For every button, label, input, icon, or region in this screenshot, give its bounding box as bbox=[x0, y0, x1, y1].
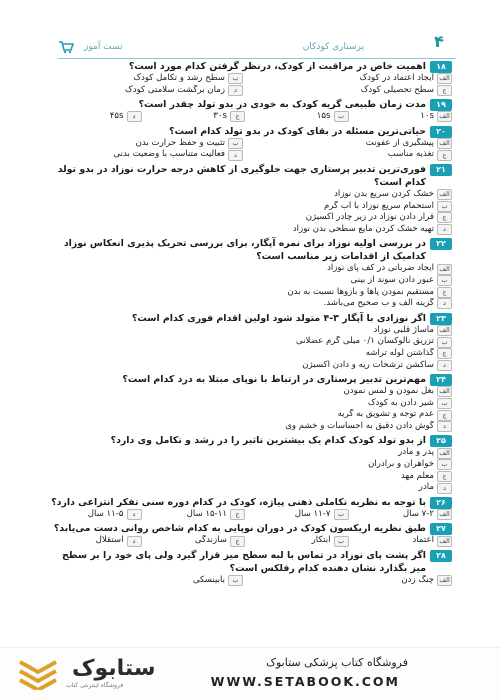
answer-option[interactable] bbox=[44, 73, 243, 85]
option-text: اعتماد bbox=[412, 535, 434, 546]
option-text: ساکشن ترشحات ریه و دادن اکسیژن bbox=[302, 359, 434, 370]
answer-option[interactable] bbox=[44, 263, 452, 275]
options-group bbox=[44, 263, 452, 309]
option-marker: د bbox=[437, 298, 452, 309]
option-text: ماساژ قلبی نوزاد bbox=[373, 324, 434, 335]
option-marker: د bbox=[228, 85, 243, 96]
option-marker: ب bbox=[228, 575, 243, 586]
answer-option[interactable] bbox=[44, 287, 452, 299]
options-group bbox=[44, 447, 452, 493]
option-marker: الف bbox=[437, 111, 452, 122]
option-marker: د bbox=[127, 509, 142, 520]
question-item bbox=[44, 163, 452, 235]
answer-option[interactable] bbox=[253, 149, 452, 161]
question-stem bbox=[44, 549, 452, 575]
answer-option[interactable] bbox=[44, 482, 452, 494]
question-number-badge: ۲۳ bbox=[430, 313, 452, 325]
answer-option[interactable] bbox=[148, 535, 246, 547]
option-marker: ج bbox=[437, 471, 452, 482]
option-text: پدر و مادر bbox=[398, 447, 434, 458]
answer-option[interactable] bbox=[44, 336, 452, 348]
option-text: چنگ زدن bbox=[401, 575, 434, 586]
footer-store-name: فروشگاه کتاب پزشکی ستابوک bbox=[266, 656, 408, 669]
option-text: تثبیت و حفظ حرارت بدن bbox=[135, 137, 225, 148]
option-marker: ب bbox=[437, 398, 452, 409]
option-marker: د bbox=[437, 421, 452, 432]
option-marker: ج bbox=[437, 410, 452, 421]
question-number-badge: ۲۷ bbox=[430, 523, 452, 535]
question-stem bbox=[44, 312, 452, 325]
question-text: مهم‌ترین تدبیر پرستاری در ارتباط با نوپای مبتلا به درد کدام است؟ bbox=[122, 374, 426, 386]
option-marker: ب bbox=[228, 73, 243, 84]
cart-icon bbox=[58, 40, 74, 54]
option-marker: ب bbox=[228, 138, 243, 149]
option-marker: الف bbox=[437, 138, 452, 149]
option-text: بغل نمودن و لمس نمودن bbox=[343, 386, 434, 397]
option-marker: ج bbox=[437, 85, 452, 96]
answer-option[interactable] bbox=[44, 421, 452, 433]
option-text: ۷-۲ سال bbox=[402, 508, 434, 519]
option-marker: د bbox=[437, 360, 452, 371]
question-number-badge: ۲۶ bbox=[430, 497, 452, 509]
answer-option[interactable] bbox=[44, 447, 452, 459]
option-text: فعالیت متناسب با وضعیت بدنی bbox=[113, 149, 225, 160]
option-marker: ج bbox=[437, 287, 452, 298]
question-number-badge: ۲۵ bbox=[430, 435, 452, 447]
option-text: تهیه خشک کردن مایع سطحی بدن نوزاد bbox=[292, 223, 434, 234]
option-text: استحمام سریع نوزاد با آب گرم bbox=[323, 200, 434, 211]
question-text: اگر نوزادی با آپگار ۳-۴ متولد شود اولین اقدام فوری کدام است؟ bbox=[131, 312, 426, 324]
setabook-logo bbox=[16, 656, 166, 692]
answer-option[interactable] bbox=[148, 111, 246, 123]
option-text: عدم توجه و تشویق به گریه bbox=[337, 409, 434, 420]
question-stem bbox=[44, 163, 452, 189]
option-marker: ب bbox=[437, 201, 452, 212]
answer-option[interactable] bbox=[44, 85, 243, 97]
option-marker: ج bbox=[437, 212, 452, 223]
option-marker: ب bbox=[334, 536, 349, 547]
option-marker: الف bbox=[437, 509, 452, 520]
option-text: شیر دادن به کودک bbox=[367, 397, 434, 408]
question-number-badge: ۱۸ bbox=[430, 61, 452, 73]
answer-option[interactable] bbox=[44, 189, 452, 201]
option-text: سطح تحصیلی کودک bbox=[360, 84, 434, 95]
page-footer bbox=[0, 647, 500, 700]
answer-option[interactable] bbox=[251, 535, 349, 547]
answer-option[interactable] bbox=[44, 325, 452, 337]
question-text: اهمیت خاص در مراقبت از کودک، درنظر گرفتن کدام مورد است؟ bbox=[128, 61, 426, 72]
options-group bbox=[44, 509, 452, 521]
option-marker: د bbox=[437, 483, 452, 494]
question-stem bbox=[44, 237, 452, 263]
answer-option[interactable] bbox=[251, 111, 349, 123]
answer-option[interactable] bbox=[251, 509, 349, 521]
options-group bbox=[44, 325, 452, 371]
option-text: ۱۰s bbox=[420, 111, 434, 122]
answer-option[interactable] bbox=[44, 201, 452, 213]
answer-option[interactable] bbox=[148, 509, 246, 521]
option-marker: ب bbox=[334, 111, 349, 122]
logo-wordmark: ستابوک bbox=[72, 656, 156, 681]
option-marker: الف bbox=[437, 264, 452, 275]
answer-option[interactable] bbox=[44, 398, 452, 410]
option-marker: الف bbox=[437, 448, 452, 459]
option-marker: د bbox=[437, 224, 452, 235]
option-text: ۱۵-۱۱ سال bbox=[186, 508, 227, 519]
option-marker: الف bbox=[437, 73, 452, 84]
question-stem bbox=[44, 98, 452, 111]
answer-option[interactable] bbox=[44, 459, 452, 471]
answer-option[interactable] bbox=[44, 298, 452, 310]
question-item bbox=[44, 60, 452, 96]
option-text: ۱۱-۷ سال bbox=[294, 508, 331, 519]
question-number-badge: ۱۹ bbox=[430, 99, 452, 111]
answer-option[interactable] bbox=[44, 138, 243, 150]
chapter-title: پرستاری کودکان bbox=[302, 42, 364, 52]
answer-option[interactable] bbox=[44, 275, 452, 287]
answer-option[interactable] bbox=[253, 85, 452, 97]
question-number-badge: ۲۴ bbox=[430, 374, 452, 386]
question-text: مدت زمان طبیعی گریه کودک به خودی در بدو تولد چقدر است؟ bbox=[138, 99, 426, 111]
option-text: ۳۰s bbox=[213, 111, 227, 122]
option-marker: الف bbox=[437, 536, 452, 547]
question-item bbox=[44, 312, 452, 371]
question-text: حیاتی‌ترین مسئله در بقای کودک در بدو تولد کدام است؟ bbox=[169, 125, 426, 137]
option-text: گوش دادن دقیق به احساسات و خشم وی bbox=[285, 420, 434, 431]
brand-name: تست آموز bbox=[84, 42, 123, 52]
answer-option[interactable] bbox=[355, 111, 453, 123]
options-group bbox=[44, 386, 452, 432]
option-marker: الف bbox=[437, 575, 452, 586]
answer-option[interactable] bbox=[44, 212, 452, 224]
option-text: زمان برگشت سلامتی کودک bbox=[125, 84, 225, 95]
option-text: ۴۵s bbox=[109, 111, 124, 122]
answer-option[interactable] bbox=[44, 386, 452, 398]
option-text: خواهران و برادران bbox=[368, 459, 434, 470]
question-stem bbox=[44, 60, 452, 73]
options-group bbox=[44, 111, 452, 123]
question-item bbox=[44, 98, 452, 123]
answer-option[interactable] bbox=[355, 535, 453, 547]
options-group bbox=[44, 189, 452, 235]
option-marker: الف bbox=[437, 386, 452, 397]
question-stem bbox=[44, 434, 452, 447]
option-text: ۱۵s bbox=[316, 111, 331, 122]
option-marker: ج bbox=[230, 509, 245, 520]
answer-option[interactable] bbox=[44, 348, 452, 360]
option-text: ابتکار bbox=[311, 535, 331, 546]
footer-url[interactable]: WWW.SETABOOK.COM bbox=[210, 674, 400, 689]
option-text: قرار دادن نوزاد در زیر چادر اکسیژن bbox=[305, 212, 434, 223]
question-stem bbox=[44, 373, 452, 386]
answer-option[interactable] bbox=[253, 73, 452, 85]
option-text: ایجاد ضرباتی در کف پای نوزاد bbox=[327, 263, 434, 274]
option-text: پیشگیری از عفونت bbox=[365, 137, 434, 148]
question-item bbox=[44, 522, 452, 547]
option-marker: ب bbox=[437, 459, 452, 470]
option-marker: د bbox=[127, 536, 142, 547]
option-text: سازندگی bbox=[194, 535, 227, 546]
option-marker: ج bbox=[437, 150, 452, 161]
question-number-badge: ۲۸ bbox=[430, 550, 452, 562]
answer-option[interactable] bbox=[355, 509, 453, 521]
question-text: از بدو تولد کودک کدام یک بیشترین تاثیر را در رشد و تکامل وی دارد؟ bbox=[110, 435, 426, 447]
option-text: معلم مهد bbox=[400, 470, 434, 481]
option-text: گذاشتن لوله تراشه bbox=[365, 347, 434, 358]
option-marker: ج bbox=[230, 111, 245, 122]
question-number-badge: ۲۰ bbox=[430, 126, 452, 138]
option-marker: ب bbox=[437, 275, 452, 286]
options-group bbox=[44, 138, 452, 161]
logo-tagline: فروشگاه اینترنتی کتاب bbox=[66, 682, 124, 689]
option-text: تغذیه مناسب bbox=[387, 149, 434, 160]
option-marker: ج bbox=[437, 348, 452, 359]
question-stem bbox=[44, 496, 452, 509]
answer-option[interactable] bbox=[44, 509, 142, 521]
question-text: اگر پشت پای نوزاد در تماس با لبه سطح میز قرار گیرد ولی پای خود را بر سطح میز بگذارد نشان دهنده کدام رفلکس است؟ bbox=[61, 550, 426, 575]
option-text: سطح رشد و تکامل کودک bbox=[133, 73, 225, 83]
answer-option[interactable] bbox=[44, 224, 452, 236]
answer-option[interactable] bbox=[253, 575, 452, 587]
option-marker: الف bbox=[437, 325, 452, 336]
option-marker: ج bbox=[230, 536, 245, 547]
answer-option[interactable] bbox=[44, 111, 142, 123]
question-list bbox=[44, 60, 452, 589]
question-number-badge: ۲۱ bbox=[430, 164, 452, 176]
option-text: گزینه الف و ب صحیح می‌باشد. bbox=[323, 298, 434, 309]
page-number: ۴ bbox=[434, 32, 444, 51]
option-text: بابینسکی bbox=[192, 575, 225, 586]
option-text: مستقیم نمودن پاها و بازوها نسبت به بدن bbox=[287, 286, 434, 297]
answer-option[interactable] bbox=[253, 138, 452, 150]
option-text: ۱۱-۵ سال bbox=[87, 508, 124, 519]
question-text: طبق نظریه اریکسون کودک در دوران نوپایی به کدام شاخص روانی دست می‌یابد؟ bbox=[53, 523, 426, 535]
question-text: فوری‌ترین تدبیر پرستاری جهت جلوگیری از کاهش درجه حرارت نوزاد در بدو تولد کدام است؟ bbox=[57, 163, 426, 188]
option-marker: الف bbox=[437, 189, 452, 200]
page-header bbox=[58, 38, 456, 59]
question-text: با توجه به نظریه تکاملی ذهنی پیاژه، کودک در کدام دوره سنی تفکر انتزاعی دارد؟ bbox=[51, 496, 426, 508]
option-text: خشک کردن سریع بدن نوزاد bbox=[334, 188, 434, 199]
answer-option[interactable] bbox=[44, 409, 452, 421]
option-marker: د bbox=[228, 150, 243, 161]
options-group bbox=[44, 575, 452, 587]
question-item bbox=[44, 125, 452, 161]
question-item bbox=[44, 496, 452, 521]
option-text: عبور دادن سوند از بینی bbox=[350, 274, 434, 285]
option-text: استقلال bbox=[95, 535, 124, 546]
question-item bbox=[44, 237, 452, 309]
option-text: تزریق نالوکسان ۰/۱ میلی گرم عضلانی bbox=[295, 336, 434, 347]
question-text: در بررسی اولیه نوزاد برای نمره آپگار، برای بررسی تحریک پذیری انعکاس نوزاد کدامیک از اقدامات زیر مناسب است؟ bbox=[63, 238, 426, 263]
option-text: مادر bbox=[418, 482, 434, 493]
question-stem bbox=[44, 125, 452, 138]
options-group bbox=[44, 73, 452, 96]
option-marker: د bbox=[127, 111, 142, 122]
options-group bbox=[44, 535, 452, 547]
answer-option[interactable] bbox=[44, 535, 142, 547]
answer-option[interactable] bbox=[44, 149, 243, 161]
question-item bbox=[44, 373, 452, 432]
question-number-badge: ۲۲ bbox=[430, 238, 452, 250]
answer-option[interactable] bbox=[44, 360, 452, 372]
question-item bbox=[44, 549, 452, 587]
option-marker: ب bbox=[334, 509, 349, 520]
option-marker: ب bbox=[437, 337, 452, 348]
answer-option[interactable] bbox=[44, 575, 243, 587]
answer-option[interactable] bbox=[44, 471, 452, 483]
book-logo-icon bbox=[16, 656, 60, 690]
question-stem bbox=[44, 522, 452, 535]
option-text: ایجاد اعتماد در کودک bbox=[359, 73, 434, 83]
question-item bbox=[44, 434, 452, 493]
